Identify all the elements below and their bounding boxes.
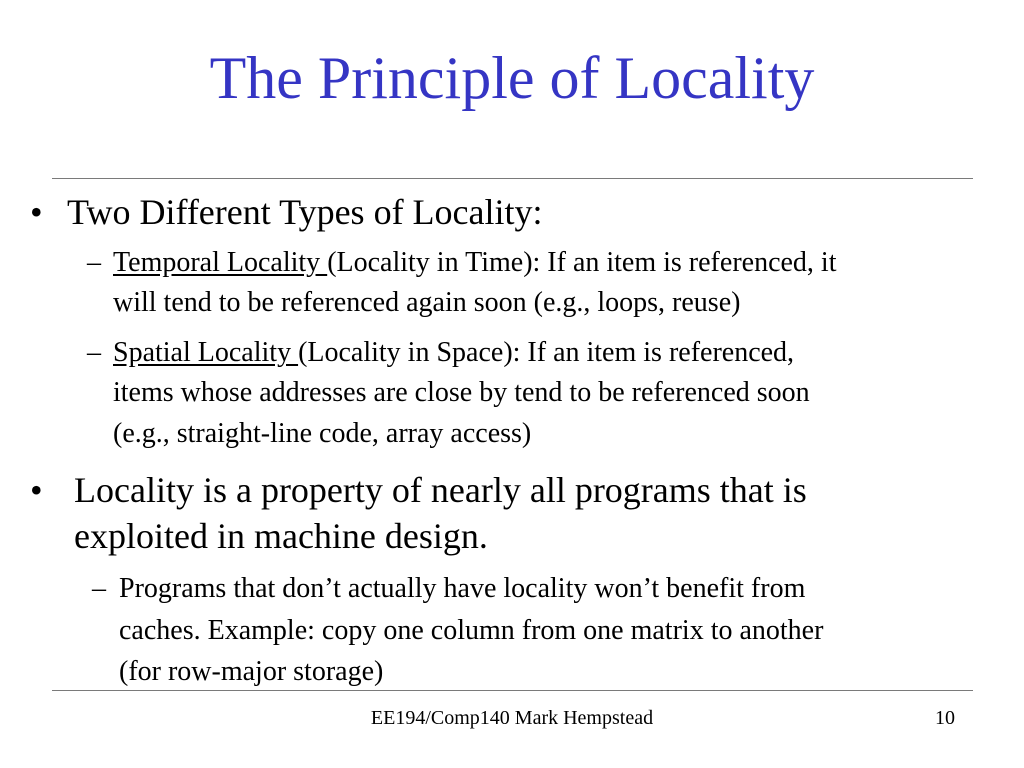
subitem-text: (Locality in Time): If an item is referenced, it (327, 247, 837, 278)
slide-title: The Principle of Locality (209, 45, 815, 111)
bullet-icon: • (30, 192, 43, 232)
footer-course: EE194/Comp140 Mark Hempstead (370, 707, 654, 729)
subitem-line: Programs that don’t actually have locality won’t benefit from (119, 573, 806, 604)
bottom-divider (52, 690, 973, 691)
dash-icon: – (87, 247, 101, 278)
bullet-text: Two Different Types of Locality: (67, 192, 543, 232)
bullet-icon: • (30, 470, 43, 510)
subitem-text: (Locality in Space): If an item is referenced, (298, 337, 795, 368)
subitem-line: items whose addresses are close by tend to be referenced soon (113, 377, 810, 408)
subitem-line: will tend to be referenced again soon (e.g., loops, reuse) (113, 287, 741, 318)
dash-icon: – (87, 337, 101, 368)
subitem-line: (for row-major storage) (119, 656, 384, 687)
term-temporal-locality: Temporal Locality (113, 247, 328, 278)
page-number: 10 (935, 707, 955, 729)
top-divider (52, 178, 973, 179)
subitem-line (113, 333, 794, 373)
bullet-text-line: Locality is a property of nearly all programs that is (74, 470, 807, 510)
subitem-line: caches. Example: copy one column from one matrix to another (119, 615, 824, 646)
dash-icon: – (92, 573, 106, 604)
subitem-line: (e.g., straight-line code, array access) (113, 418, 532, 449)
bullet-text-line: exploited in machine design. (74, 516, 488, 556)
term-spatial-locality: Spatial Locality (113, 337, 299, 368)
subitem-line (113, 243, 836, 283)
